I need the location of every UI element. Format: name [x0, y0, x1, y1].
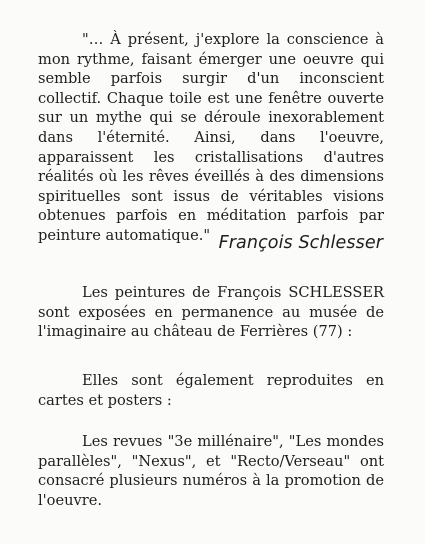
- paragraph-reproductions: Elles sont également reproduites en cartes et posters :: [38, 372, 384, 409]
- artist-quote: "… À présent, j'explore la conscience à mon rythme, faisant émerger une oeuvre qui semble parfois surgir d'un inconscient collectif. Chaque toile est une fenêtre ouverte sur un mythe qui se déroule inexorablement dans l'éternité. Ainsi, dans l'oeuvre, apparaissent les cristallisations d'autres réalités où les rêves éveillés à des dimensions spirituelles sont issus de véritables visions obtenues parfois en méditation parfois par peinture automatique.": [38, 31, 384, 244]
- quote-signature: François Schlesser: [218, 233, 383, 253]
- paragraph-magazines: Les revues "3e millénaire", "Les mondes parallèles", "Nexus", et "Recto/Verseau" ont consacré plusieurs numéros à la promotion de l'oeuvre.: [38, 433, 384, 509]
- paragraph-exhibition: Les peintures de François SCHLESSER sont exposées en permanence au musée de l'imaginaire au château de Ferrières (77) :: [38, 284, 384, 341]
